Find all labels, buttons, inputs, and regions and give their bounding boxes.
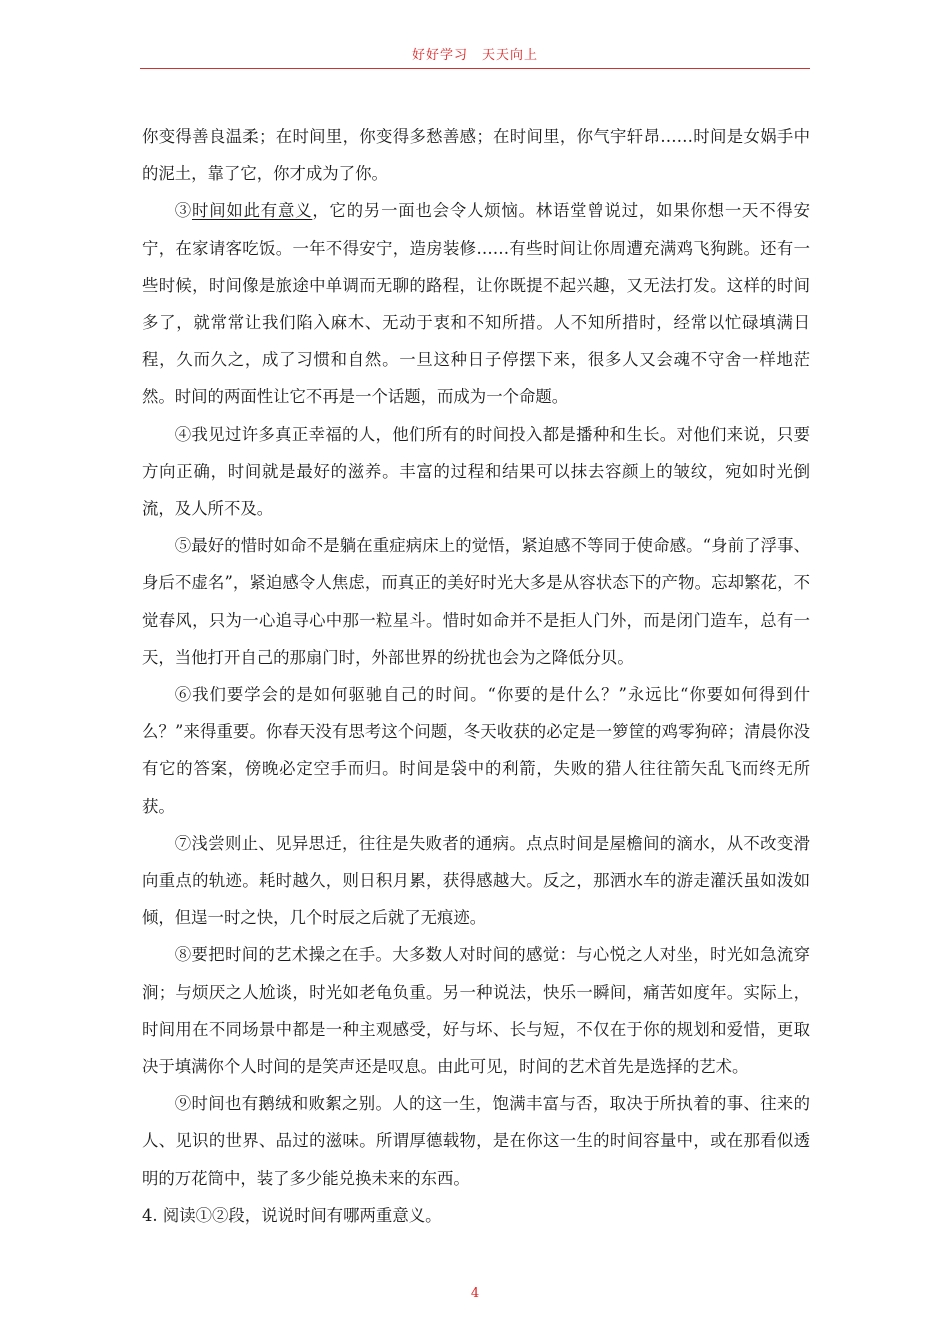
header-divider bbox=[140, 68, 810, 69]
paragraph-3-text: ，它的另一面也会令人烦恼。林语堂曾说过，如果你想一天不得安宁，在家请客吃饭。一年不得安宁，造房装修……有些时间让你周遭充满鸡飞狗跳。还有一些时候，时间像是旅途中单调而无聊的路程，让你既提不起兴趣，又无法打发。这样的时间多了，就常常让我们陷入麻木、无动于衷和不知所措。人不知所措时，经常以忙碌填满日程，久而久之，成了习惯和自然。一旦这种日子停摆下来，很多人又会魂不守舍一样地茫然。时间的两面性让它不再是一个话题，而成为一个命题。 bbox=[142, 201, 811, 407]
paragraph-6: ⑥我们要学会的是如何驱驰自己的时间。“你要的是什么？”永远比“你要如何得到什么？”来得重要。你春天没有思考这个问题，冬天收获的必定是一箩筐的鸡零狗碎；清晨你没有它的答案，傍晚必定空手而归。时间是袋中的利箭，失败的猎人往往箭矢乱飞而终无所获。 bbox=[142, 685, 810, 816]
question-4: 4. 阅读①②段，说说时间有哪两重意义。 bbox=[142, 1205, 442, 1225]
paragraph-3-marker: ③ bbox=[174, 201, 192, 221]
page-number: 4 bbox=[470, 1286, 480, 1301]
paragraph-8: ⑧要把时间的艺术操之在手。大多数人对时间的感觉：与心悦之人对坐，时光如急流穿涧；与烦厌之人尬谈，时光如老龟负重。另一种说法，快乐一瞬间，痛苦如度年。实际上，时间用在不同场景中都是一种主观感受，好与坏、长与短，不仅在于你的规划和爱惜，更取决于填满你个人时间的是笑声还是叹息。由此可见，时间的艺术首先是选择的艺术。 bbox=[142, 945, 810, 1077]
article-body bbox=[142, 118, 810, 1234]
paragraph-7: ⑦浅尝则止、见异思迁，往往是失败者的通病。点点时间是屋檐间的滴水，从不改变滑向重点的轨迹。耗时越久，则日积月累，获得感越大。反之，那洒水车的游走灌沃虽如泼如倾，但逞一时之快，几个时辰之后就了无痕迹。 bbox=[142, 833, 810, 928]
paragraph-9: ⑨时间也有鹅绒和败絮之别。人的这一生，饱满丰富与否，取决于所执着的事、往来的人、见识的世界、品过的滋味。所谓厚德载物，是在你这一生的时间容量中，或在那看似透明的万花筒中，装了多少能兑换未来的东西。 bbox=[142, 1094, 810, 1188]
paragraph-4: ④我见过许多真正幸福的人，他们所有的时间投入都是播种和生长。对他们来说，只要方向正确，时间就是最好的滋养。丰富的过程和结果可以抹去容颜上的皱纹，宛如时光倒流，及人所不及。 bbox=[142, 424, 810, 519]
paragraph-5: ⑤最好的惜时如命不是躺在重症病床上的觉悟，紧迫感不等同于使命感。“身前了浮事、身后不虚名”，紧迫感令人焦虑，而真正的美好时光大多是从容状态下的产物。忘却繁花，不觉春风，只为一心追寻心中那一粒星斗。惜时如命并不是拒人门外，而是闭门造车，总有一天，当他打开自己的那扇门时，外部世界的纷扰也会为之降低分贝。 bbox=[142, 536, 810, 667]
paragraph-3 bbox=[142, 192, 810, 415]
page-header: 好好学习 天天向上 bbox=[411, 48, 538, 63]
underlined-phrase: 时间如此有意义 bbox=[192, 201, 313, 221]
paragraph-2-continuation: 你变得善良温柔；在时间里，你变得多愁善感；在时间里，你气宇轩昂……时间是女娲手中的泥土，靠了它，你才成为了你。 bbox=[142, 127, 810, 184]
